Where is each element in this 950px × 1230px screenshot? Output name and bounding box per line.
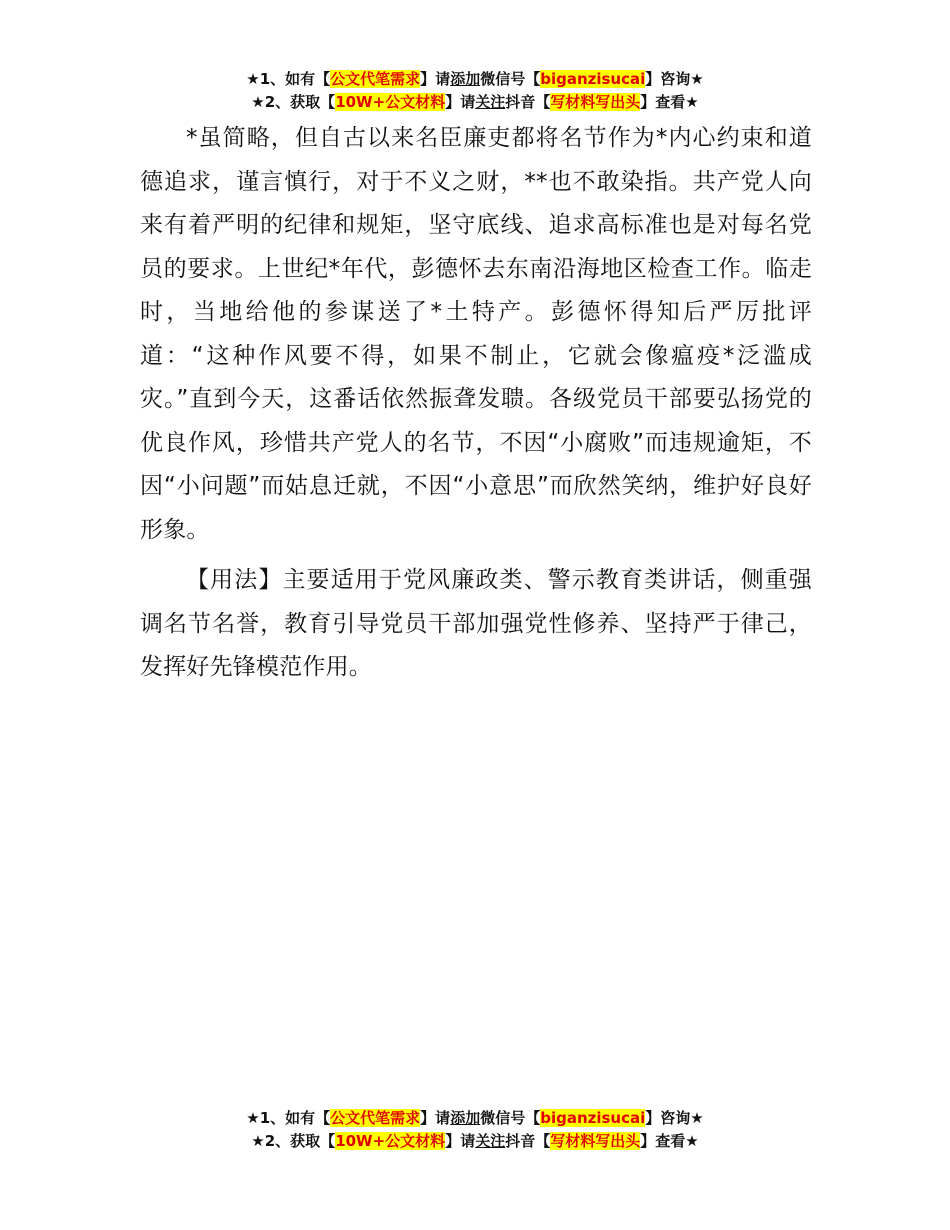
promo-text: 抖音【 <box>505 1132 551 1150</box>
promo-underlined: 关注 <box>475 1132 506 1150</box>
promo-highlight: 10W+公文材料 <box>335 93 446 111</box>
promo-text: ★1、如有【 <box>246 70 331 88</box>
promo-underlined: 关注 <box>475 93 506 111</box>
promo-text: ★2、获取【 <box>251 93 336 111</box>
promo-text: ★2、获取【 <box>251 1132 336 1150</box>
promo-highlight: 公文代笔需求 <box>330 1109 421 1127</box>
body-paragraph-2: 【用法】主要适用于党风廉政类、警示教育类讲话，侧重强调名节名誉，教育引导党员干部加强党性修养、坚持严于律己，发挥好先锋模范作用。 <box>140 567 812 680</box>
promo-highlight: biganzisucai <box>540 70 646 88</box>
promo-line-2 <box>0 91 950 114</box>
promo-text: 】请 <box>420 1109 451 1127</box>
promo-text: ★1、如有【 <box>246 1109 331 1127</box>
promo-line-2 <box>0 1130 950 1153</box>
promo-text: 】请 <box>445 93 476 111</box>
promo-line-1 <box>0 68 950 91</box>
body-paragraph-1: *虽简略，但自古以来名臣廉吏都将名节作为*内心约束和道德追求，谨言慎行，对于不义之财，**也不敢染指。共产党人向来有着严明的纪律和规矩，坚守底线、追求高标准也是对每名党员的要求。上世纪*年代，彭德怀去东南沿海地区检查工作。临走时，当地给他的参谋送了*土特产。彭德怀得知后严厉批评道：“这种作风要不得，如果不制止，它就会像瘟疫*泛滥成灾。”直到今天，这番话依然振聋发聩。各级党员干部要弘扬党的优良作风，珍惜共产党人的名节，不因“小腐败”而违规逾矩，不因“小问题”而姑息迁就，不因“小意思”而欣然笑纳，维护好良好形象。 <box>140 125 812 543</box>
footer-promo-banner <box>0 1107 950 1153</box>
promo-text: 】查看★ <box>640 93 699 111</box>
promo-text: 】请 <box>445 1132 476 1150</box>
promo-underlined: 添加 <box>450 1109 481 1127</box>
promo-text: 】咨询★ <box>645 1109 704 1127</box>
promo-highlight: 10W+公文材料 <box>335 1132 446 1150</box>
promo-text: 】查看★ <box>640 1132 699 1150</box>
promo-highlight: 写材料写出头 <box>550 93 641 111</box>
promo-highlight: 公文代笔需求 <box>330 70 421 88</box>
promo-text: 】咨询★ <box>645 70 704 88</box>
promo-underlined: 添加 <box>450 70 481 88</box>
promo-text: 微信号【 <box>480 70 541 88</box>
header-promo-banner <box>0 68 950 114</box>
document-body <box>140 117 812 690</box>
promo-text: 微信号【 <box>480 1109 541 1127</box>
promo-line-1 <box>0 1107 950 1130</box>
promo-highlight: biganzisucai <box>540 1109 646 1127</box>
promo-text: 抖音【 <box>505 93 551 111</box>
promo-text: 】请 <box>420 70 451 88</box>
promo-highlight: 写材料写出头 <box>550 1132 641 1150</box>
